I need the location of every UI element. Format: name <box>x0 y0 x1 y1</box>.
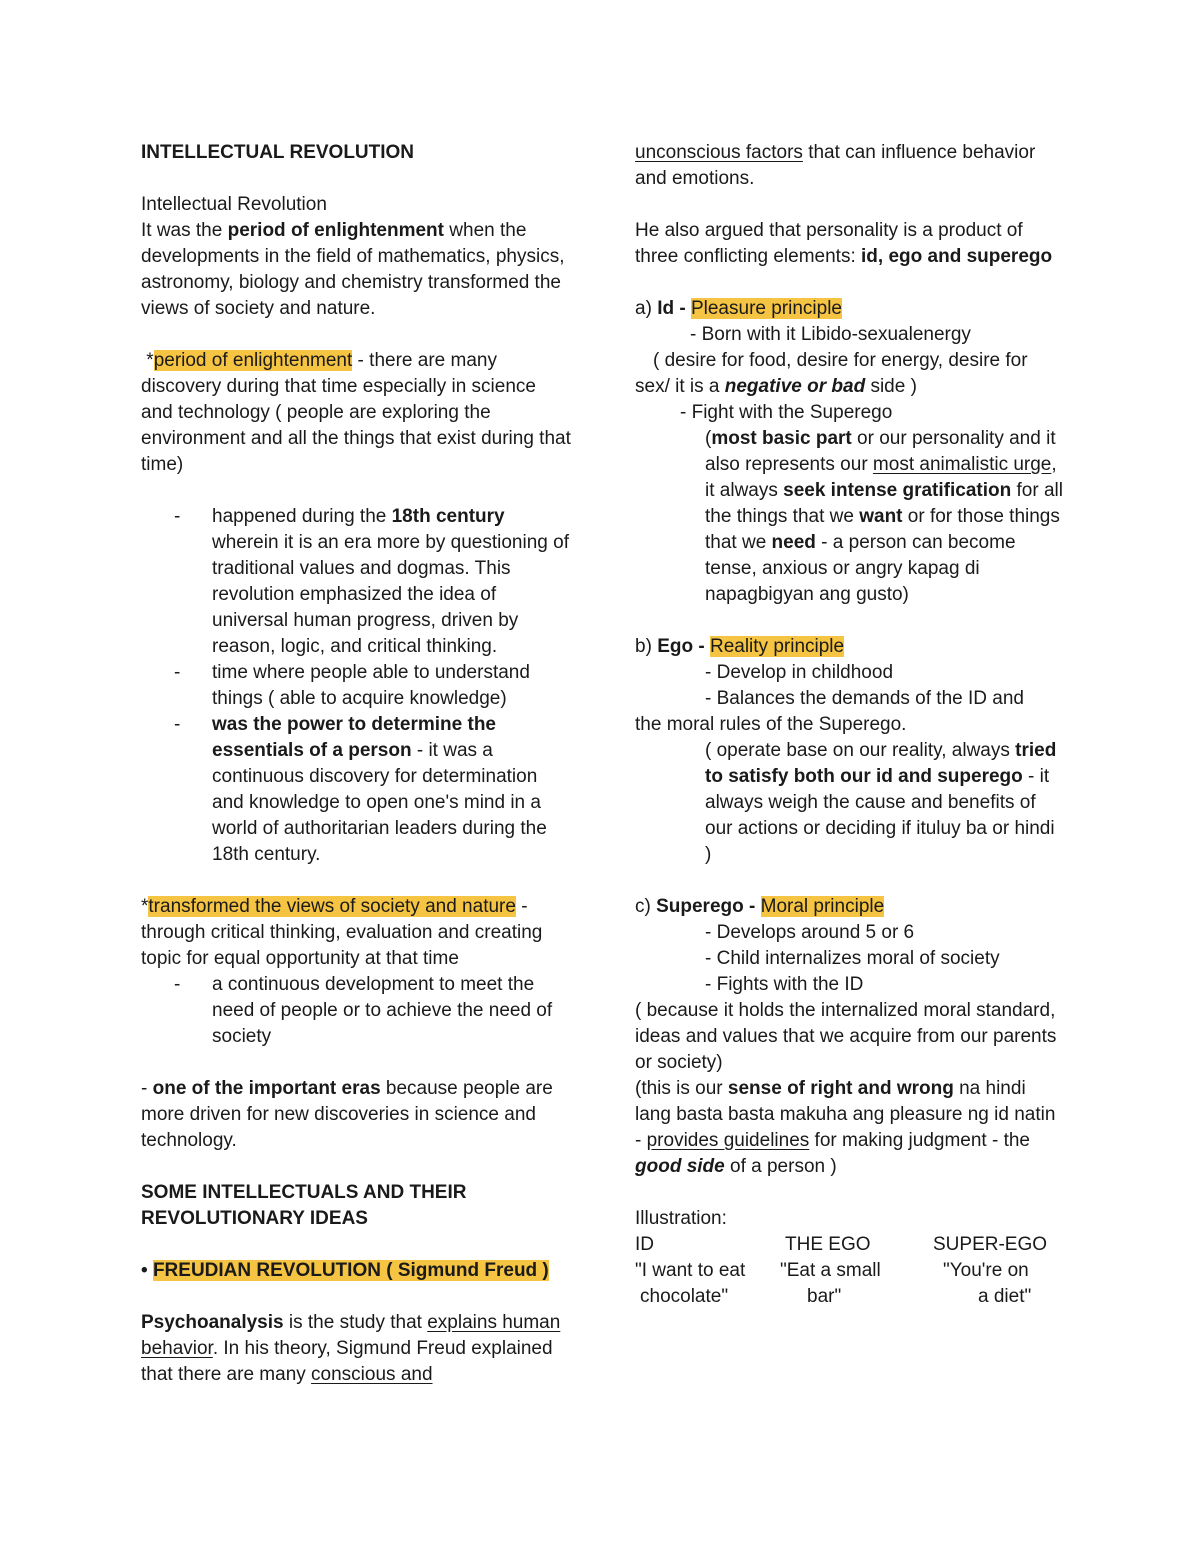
superego-item: - Develops around 5 or 6 <box>705 922 915 943</box>
illustration-row <box>635 1232 1065 1258</box>
illus-cell: bar" <box>807 1286 842 1307</box>
highlight: Pleasure principle <box>690 298 842 319</box>
highlight: Moral principle <box>760 896 885 917</box>
ego-paren: ( operate base on our reality, always tried to satisfy both our id and superego - it always weigh the cause and benefits of our actions or deciding if ituluy ba or hindi ) <box>705 740 1057 865</box>
eras-paragraph: - one of the important eras because people are more driven for new discoveries in science and technology. <box>141 1078 553 1151</box>
id-paren-detail: (most basic part or our personality and it also represents our most animalistic urge, it always seek intense gratification for all the things that we want or for those things that we need - a person can become tense, anxious or angry kapag di napagbigyan ang gusto) <box>705 428 1063 605</box>
bullet: • <box>141 1260 148 1281</box>
highlight: Reality principle <box>709 636 845 657</box>
illus-cell: chocolate" <box>640 1286 729 1307</box>
highlight: period of enlightenment <box>153 350 353 371</box>
illus-cell: "You're on <box>943 1260 1029 1281</box>
id-title: a) Id - Pleasure principle <box>635 298 842 319</box>
psychoanalysis-paragraph: Psychoanalysis is the study that explains human behavior. In his theory, Sigmund Freud explained that there are many conscious and <box>141 1312 561 1385</box>
illustration-label: Illustration: <box>635 1208 727 1229</box>
list-item: - a continuous development to meet the need of people or to achieve the need of society <box>174 974 553 1047</box>
illustration-row <box>635 1284 1065 1310</box>
superego-paren: (this is our sense of right and wrong na hindi lang basta basta makuha ang pleasure ng id natin - provides guidelines for making judgment - the good side of a person ) <box>635 1078 1056 1177</box>
enlightenment-note: *period of enlightenment - there are many discovery during that time especially in science and technology ( people are exploring the environment and all the things that exist during that time) <box>141 350 571 475</box>
highlight: FREUDIAN REVOLUTION ( Sigmund Freud ) <box>152 1260 549 1281</box>
illus-cell: "Eat a small <box>780 1260 881 1281</box>
illus-header-id: ID <box>635 1234 654 1255</box>
ego-item: - Balances the demands of the ID and <box>705 688 1024 709</box>
superego-title: c) Superego - Moral principle <box>635 896 885 917</box>
continuation-paragraph: unconscious factors that can influence behavior and emotions. <box>635 142 1036 189</box>
section-heading: SOME INTELLECTUALS AND THEIR REVOLUTIONARY IDEAS <box>141 1182 467 1229</box>
list-item: - was the power to determine the essentials of a person - it was a continuous discovery for determination and knowledge to open one's mind in a world of authoritarian leaders during the 18th century. <box>174 714 547 865</box>
freudian-heading <box>141 1258 571 1284</box>
illus-header-ego: THE EGO <box>785 1234 871 1255</box>
intro-paragraph: It was the period of enlightenment when the developments in the field of mathematics, physics, astronomy, biology and chemistry transformed the views of society and nature. <box>141 220 565 319</box>
ego-item: - Develop in childhood <box>705 662 894 683</box>
superego-paren: ( because it holds the internalized moral standard, ideas and values that we acquire from our parents or society) <box>635 1000 1057 1073</box>
illus-header-superego: SUPER-EGO <box>933 1234 1048 1255</box>
superego-item: - Fights with the ID <box>705 974 864 995</box>
transformed-note: *transformed the views of society and nature - through critical thinking, evaluation and creating topic for equal opportunity at that time <box>141 896 543 969</box>
ego-item-cont: the moral rules of the Superego. <box>635 714 907 735</box>
left-column <box>141 140 571 1388</box>
id-item: - Born with it Libido-sexualenergy <box>690 324 971 345</box>
document-title: INTELLECTUAL REVOLUTION <box>141 142 415 163</box>
subtitle: Intellectual Revolution <box>141 194 327 215</box>
id-paren: ( desire for food, desire for energy, desire for sex/ it is a negative or bad side ) <box>635 350 1028 397</box>
right-column <box>635 140 1065 1310</box>
argued-paragraph: He also argued that personality is a product of three conflicting elements: id, ego and superego <box>635 220 1053 267</box>
illus-cell: a diet" <box>978 1286 1032 1307</box>
id-item: - Fight with the Superego <box>680 402 893 423</box>
list-item: - happened during the 18th century wherein it is an era more by questioning of traditional values and dogmas. This revolution emphasized the idea of universal human progress, driven by reason, logic, and critical thinking. <box>174 506 569 657</box>
highlight: transformed the views of society and nature <box>148 896 516 917</box>
ego-title: b) Ego - Reality principle <box>635 636 845 657</box>
list-item: - time where people able to understand things ( able to acquire knowledge) <box>174 662 530 709</box>
illus-cell: "I want to eat <box>635 1260 746 1281</box>
superego-item: - Child internalizes moral of society <box>705 948 1000 969</box>
illustration-row <box>635 1258 1065 1284</box>
